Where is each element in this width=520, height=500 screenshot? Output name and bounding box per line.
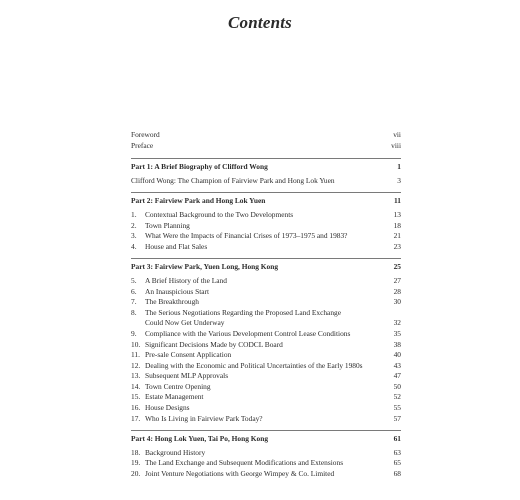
- toc-entry-title: House and Flat Sales: [145, 241, 208, 251]
- toc-page-number: 68: [393, 469, 401, 479]
- toc-entry-title: An Inauspicious Start: [145, 286, 210, 296]
- toc-page-number: 40: [393, 350, 401, 360]
- toc-page-number: 11: [394, 196, 401, 206]
- toc-entry-title: Subsequent MLP Approvals: [145, 371, 229, 381]
- toc-part-heading[interactable]: [131, 196, 401, 207]
- toc-page-number: 43: [393, 360, 401, 370]
- toc-entry-number: 14.: [131, 381, 141, 391]
- toc-entry[interactable]: [131, 176, 401, 187]
- toc-part-heading[interactable]: [131, 262, 401, 273]
- toc-entry[interactable]: [131, 340, 401, 351]
- toc-page-number: 38: [393, 339, 401, 349]
- toc-page-number: viii: [391, 140, 401, 150]
- toc-entry-title: Contextual Background to the Two Developments: [145, 209, 294, 219]
- toc-entry-number: 11.: [131, 350, 140, 360]
- toc-page-number: 32: [393, 318, 401, 328]
- toc-entry-title: Who Is Living in Fairview Park Today?: [145, 413, 263, 423]
- toc-entry[interactable]: [131, 458, 401, 469]
- toc-entry-number: 3.: [131, 231, 137, 241]
- toc-entry[interactable]: [131, 403, 401, 414]
- toc-entry-title: Background History: [145, 447, 206, 457]
- toc-page-number: 65: [393, 458, 401, 468]
- toc-entry-title-continued: Could Now Get Underway: [145, 318, 225, 328]
- toc-entry-title: Joint Venture Negotiations with George Wimpey & Co. Limited: [145, 469, 335, 479]
- toc-page-number: 35: [393, 328, 401, 338]
- toc-entry-title: Town Planning: [145, 220, 190, 230]
- toc-page-number: 55: [393, 403, 401, 413]
- toc-page-number: 47: [393, 371, 401, 381]
- toc-entry-title: Clifford Wong: The Champion of Fairview Park and Hong Lok Yuen: [131, 175, 335, 185]
- toc-entry-title: The Serious Negotiations Regarding the Proposed Land Exchange: [145, 307, 342, 317]
- toc-entry[interactable]: [131, 329, 401, 340]
- toc-part-title: Part 2: Fairview Park and Hong Lok Yuen: [131, 196, 266, 206]
- toc-page-number: 61: [393, 434, 401, 444]
- toc-entry-number: 5.: [131, 275, 137, 285]
- toc-entry-number: 6.: [131, 286, 137, 296]
- toc-entry[interactable]: [131, 382, 401, 393]
- toc-entry[interactable]: [131, 371, 401, 382]
- toc-entry[interactable]: [131, 231, 401, 242]
- toc-entry[interactable]: [131, 287, 401, 298]
- toc-part-title: Part 1: A Brief Biography of Clifford Wong: [131, 162, 268, 172]
- toc-page-number: 50: [393, 381, 401, 391]
- toc-entry[interactable]: [131, 414, 401, 425]
- toc-part-title: Part 4: Hong Lok Yuen, Tai Po, Hong Kong: [131, 434, 269, 444]
- toc-entry-number: 15.: [131, 392, 141, 402]
- toc-part-heading[interactable]: [131, 162, 401, 173]
- toc-entry-number: 20.: [131, 469, 141, 479]
- toc-entry-title: Significant Decisions Made by CODCL Board: [145, 339, 283, 349]
- toc-entry-number: 2.: [131, 220, 137, 230]
- toc-page-number: 13: [393, 209, 401, 219]
- toc-entry-title: Preface: [131, 140, 154, 150]
- toc-entry[interactable]: [131, 221, 401, 232]
- toc-entry-title: Dealing with the Economic and Political Uncertainties of the Early 1980s: [145, 360, 363, 370]
- toc-page-number: 25: [393, 262, 401, 272]
- toc-entry[interactable]: [131, 276, 401, 287]
- toc-page-number: 30: [393, 297, 401, 307]
- toc-entry-number: 19.: [131, 458, 141, 468]
- toc-page-number: 23: [393, 241, 401, 251]
- toc-entry-title: Compliance with the Various Development Control Lease Conditions: [145, 328, 351, 338]
- toc-page-number: 1: [397, 162, 401, 172]
- toc-part-heading[interactable]: [131, 434, 401, 445]
- toc-entry[interactable]: [131, 210, 401, 221]
- toc-page-number: 63: [393, 447, 401, 457]
- toc-page-number: 57: [393, 413, 401, 423]
- toc-entry-number: 12.: [131, 360, 141, 370]
- toc-entry-title: A Brief History of the Land: [145, 275, 227, 285]
- toc-entry-number: 16.: [131, 403, 141, 413]
- toc-entry-number: 10.: [131, 339, 141, 349]
- toc-entry-number: 13.: [131, 371, 141, 381]
- toc-entry-number: 18.: [131, 447, 141, 457]
- toc-entry[interactable]: [131, 297, 401, 308]
- page-title: Contents: [228, 13, 292, 32]
- toc-entry[interactable]: [131, 361, 401, 372]
- toc-entry[interactable]: [131, 448, 401, 459]
- toc-entry-continuation[interactable]: [131, 318, 401, 329]
- toc-entry-title: Pre-sale Consent Application: [145, 350, 232, 360]
- toc-entry-number: 4.: [131, 241, 137, 251]
- toc-page-number: 52: [393, 392, 401, 402]
- toc-page-number: 21: [393, 231, 401, 241]
- table-of-contents: [131, 130, 401, 480]
- toc-entry[interactable]: [131, 308, 401, 319]
- toc-entry-number: 7.: [131, 297, 137, 307]
- toc-entry-number: 8.: [131, 307, 137, 317]
- toc-entry[interactable]: [131, 469, 401, 480]
- toc-page-number: 27: [393, 275, 401, 285]
- toc-entry[interactable]: [131, 392, 401, 403]
- toc-page-number: 18: [393, 220, 401, 230]
- toc-page-number: 28: [393, 286, 401, 296]
- toc-part-title: Part 3: Fairview Park, Yuen Long, Hong Kong: [131, 262, 279, 272]
- toc-entry-number: 1.: [131, 209, 137, 219]
- toc-entry-title: Town Centre Opening: [145, 381, 211, 391]
- toc-entry-title: What Were the Impacts of Financial Crises of 1973–1975 and 1983?: [145, 231, 348, 241]
- toc-entry-title: Foreword: [131, 130, 160, 139]
- toc-entry-title: The Land Exchange and Subsequent Modifications and Extensions: [145, 458, 344, 468]
- toc-entry-title: House Designs: [145, 403, 190, 413]
- toc-page-number: 3: [397, 175, 401, 185]
- toc-entry[interactable]: [131, 242, 401, 253]
- toc-page-number: vii: [393, 130, 401, 139]
- toc-entry[interactable]: [131, 350, 401, 361]
- toc-entry-title: The Breakthrough: [145, 297, 199, 307]
- toc-entry-title: Estate Management: [145, 392, 204, 402]
- toc-front-matter-row[interactable]: [131, 130, 401, 141]
- toc-front-matter-row[interactable]: [131, 141, 401, 152]
- toc-entry-number: 9.: [131, 328, 137, 338]
- toc-entry-number: 17.: [131, 413, 141, 423]
